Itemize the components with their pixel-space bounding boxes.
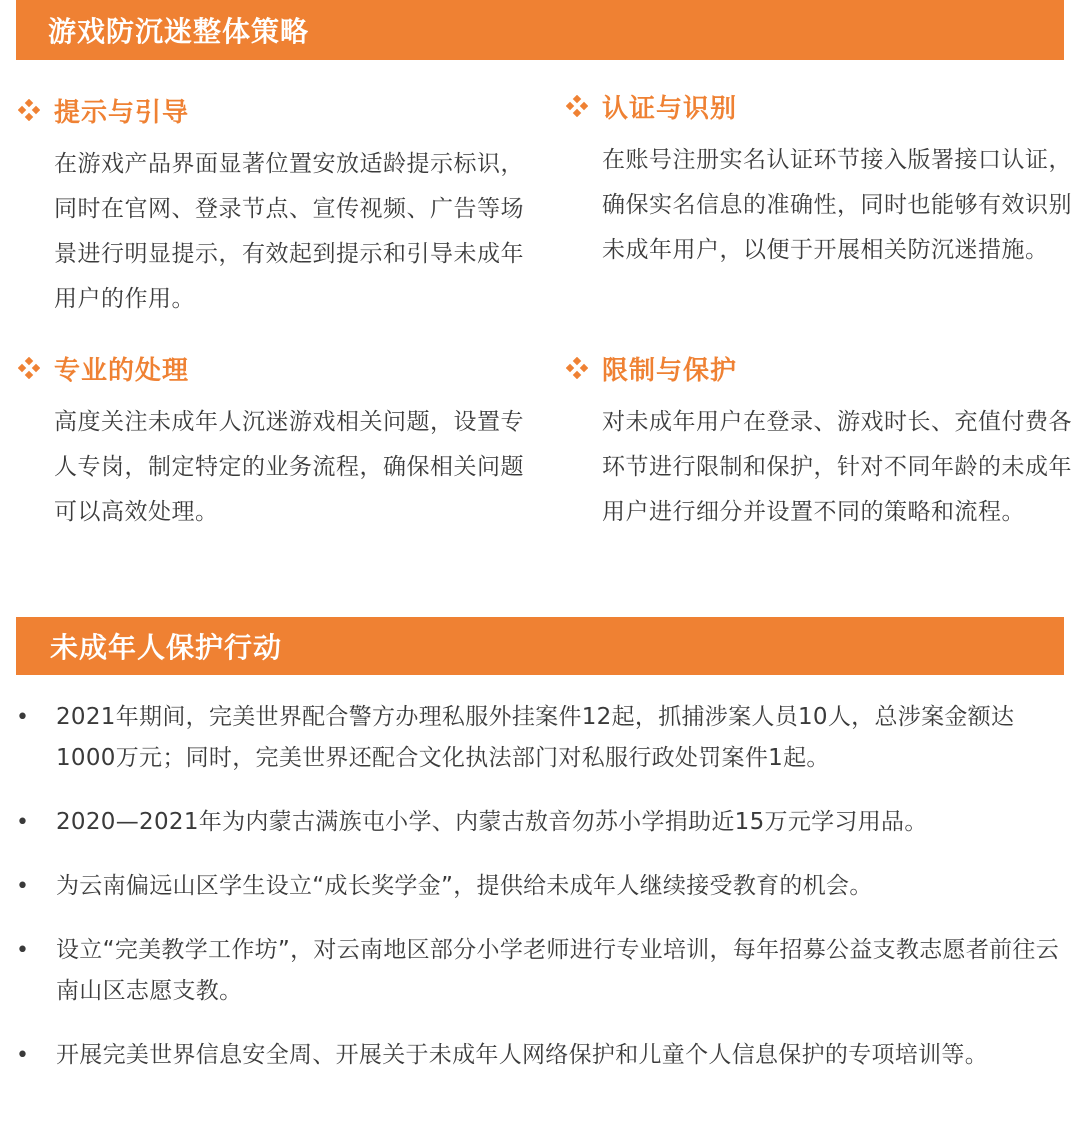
list-item-text: 2021年期间，完美世界配合警方办理私服外挂案件12起，抓捕涉案人员10人，总涉案金额达1000万元；同时，完美世界还配合文化执法部门对私服行政处罚案件1起。 — [56, 704, 1015, 771]
diamond-cluster-icon — [18, 99, 40, 121]
bullet-dot-icon: • — [16, 1043, 30, 1068]
section-restriction-protection — [566, 350, 1072, 535]
bullet-dot-icon: • — [16, 938, 30, 963]
diamond-cluster-icon — [18, 357, 40, 379]
section-body: 在账号注册实名认证环节接入版署接口认证，确保实名信息的准确性，同时也能够有效识别未成年用户，以便于开展相关防沉迷措施。 — [602, 147, 1072, 263]
section-heading — [18, 92, 498, 128]
diamond-cluster-icon — [566, 357, 588, 379]
bullet-dot-icon: • — [16, 874, 30, 899]
list-item-text: 为云南偏远山区学生设立“成长奖学金”，提供给未成年人继续接受教育的机会。 — [56, 873, 873, 899]
section-title: 限制与保护 — [602, 355, 738, 386]
strategy-header-title: 游戏防沉迷整体策略 — [48, 15, 310, 48]
list-item — [14, 866, 1066, 907]
section-title: 认证与识别 — [602, 93, 738, 124]
section-heading — [18, 350, 498, 386]
list-item — [14, 930, 1066, 1012]
section-title: 提示与引导 — [54, 97, 190, 128]
minor-protection-header-banner — [16, 617, 1064, 675]
strategy-header-banner — [16, 0, 1064, 60]
list-item-text: 设立“完美教学工作坊”，对云南地区部分小学老师进行专业培训，每年招募公益支教志愿者前往云南山区志愿支教。 — [56, 937, 1060, 1004]
bullet-dot-icon: • — [16, 810, 30, 835]
section-verification-identification — [566, 88, 1072, 273]
minor-protection-action-list — [14, 697, 1066, 1099]
section-body: 在游戏产品界面显著位置安放适龄提示标识，同时在官网、登录节点、宣传视频、广告等场景进行明显提示，有效起到提示和引导未成年用户的作用。 — [54, 151, 524, 312]
list-item-text: 开展完美世界信息安全周、开展关于未成年人网络保护和儿童个人信息保护的专项培训等。 — [56, 1042, 988, 1068]
section-title: 专业的处理 — [54, 355, 190, 386]
section-heading — [566, 350, 1046, 386]
list-item-text: 2020—2021年为内蒙古满族屯小学、内蒙古敖音勿苏小学捐助近15万元学习用品。 — [56, 809, 928, 835]
section-body: 对未成年用户在登录、游戏时长、充值付费各环节进行限制和保护，针对不同年龄的未成年用户进行细分并设置不同的策略和流程。 — [602, 409, 1072, 525]
section-professional-handling — [18, 350, 524, 535]
section-heading — [566, 88, 1046, 124]
list-item — [14, 802, 1066, 843]
section-prompt-guidance — [18, 92, 524, 322]
section-body: 高度关注未成年人沉迷游戏相关问题，设置专人专岗，制定特定的业务流程，确保相关问题可以高效处理。 — [54, 409, 524, 525]
list-item — [14, 1035, 1066, 1076]
minor-protection-header-title: 未成年人保护行动 — [50, 631, 283, 664]
list-item — [14, 697, 1066, 779]
bullet-dot-icon: • — [16, 705, 30, 730]
diamond-cluster-icon — [566, 95, 588, 117]
